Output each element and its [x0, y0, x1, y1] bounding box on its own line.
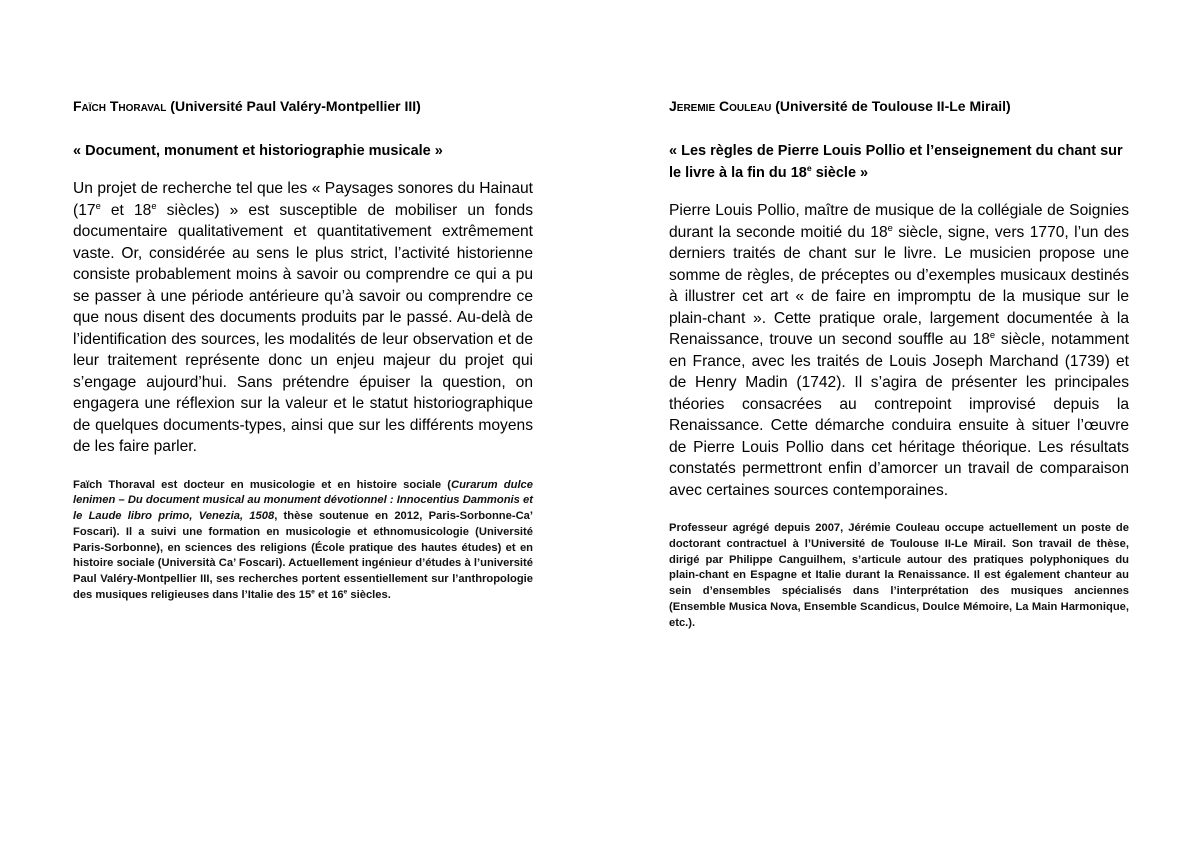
left-author-line [73, 96, 533, 116]
left-abstract-text-2: et [100, 201, 134, 219]
right-abstract-sup-1: e [887, 222, 893, 233]
left-abstract-text-1: Un projet de recherche tel que les « Paysages sonores du Hainaut ( [73, 180, 533, 219]
left-bio-sup-2: e [343, 588, 348, 596]
left-bio-body: , thèse soutenue en 2012, Paris-Sorbonne-Ca’ Foscari). Il a suivi une formation en musicologie et ethnomusicologie (Université Paris-Sorbonne), en sciences des religions (École pratique des hautes études) et en histoire sociale (Università Ca’ Foscari). Actuellement ingénieur d’études à l’université Paul Valéry-Montpellier III, ses recherches portent essentiellement sur l’anthropologie des musiques religieuses dans l’Italie des [73, 510, 534, 602]
right-column [669, 96, 1129, 632]
left-talk-title: « Document, monument et historiographie musicale » [73, 143, 443, 159]
left-bio-sup-1: e [311, 588, 315, 596]
left-bio-thesis-title: Curarum dulce lenimen – Du document musical au monument dévotionnel : Innocentius Dammonis et le Laude libro primo, Venezia, 1508 [73, 478, 533, 523]
right-abstract-sup-2: e [989, 329, 996, 340]
left-abstract-century-2: 18 [134, 201, 152, 219]
right-abstract-text-2: siècle, signe, vers 1770, l’un des derniers traités de chant sur le livre. Le musicien propose une somme de règles, de préceptes ou d’exemples musicaux destinés à illustrer cet art « de faire en impromptu de la musique sur le plain-chant ». Cette pratique orale, largement documentée à la Renaissance, trouve un second souffle au [669, 223, 1129, 348]
left-bio-century-2: 16 [331, 589, 344, 602]
right-author-name: Jeremie Couleau [669, 98, 772, 114]
right-abstract-century-2: 18 [972, 331, 990, 348]
right-abstract [669, 200, 1129, 501]
right-title-text-2: siècle » [811, 165, 869, 181]
right-title-text-1: « Les règles de Pierre Louis Pollio et l’enseignement du chant sur le livre à la fin du [669, 143, 1123, 181]
left-author-name: Faïch Thoraval [73, 98, 167, 114]
right-talk-title [669, 140, 1129, 184]
right-abstract-text-3: siècle, notamment en France, avec les traités de Louis Joseph Marchand (1739) et de Henry Madin (1742). Il s’agira de présenter les principales théories consacrées au contrepoint improvisé depuis la Renaissance. Cette démarche conduira ensuite à situer l’œuvre de Pierre Louis Pollio dans cet héritage théorique. Les résultats constatés permettront enfin d’amorcer un travail de comparaison avec certaines sources contemporaines. [669, 331, 1129, 499]
left-abstract-century-1: 17 [78, 201, 96, 219]
right-affiliation: (Université de Toulouse II-Le Mirail) [775, 98, 1011, 114]
left-bio-mid: et [314, 589, 332, 602]
left-abstract-sup-1: e [95, 200, 101, 211]
right-title-sup: e [806, 163, 812, 174]
left-abstract-sup-2: e [151, 200, 157, 211]
right-abstract-century-1: 18 [870, 223, 888, 241]
right-author-line [669, 96, 1129, 116]
left-column [73, 96, 533, 604]
left-bio-century-1: 15 [298, 589, 312, 602]
right-bio: Professeur agrégé depuis 2007, Jérémie Couleau occupe actuellement un poste de doctorant contractuel à l’Université de Toulouse II-Le Mirail. Son travail de thèse, dirigé par Philippe Canguilhem, s’articule autour des pratiques polyphoniques du plain-chant en Espagne et Italie durant la Renaissance. Il est également chanteur au sein d’ensembles spécialisés dans l’interprétation des musiques anciennes (Ensemble Musica Nova, Ensemble Scandicus, Doulce Mémoire, La Main Harmonique, etc.). [669, 522, 1129, 629]
left-affiliation: (Université Paul Valéry-Montpellier III) [170, 98, 421, 114]
left-bio-end: siècles. [347, 589, 391, 602]
left-abstract-text-3: siècles) » est susceptible de mobiliser un fonds documentaire qualitativement et quantitativement extrêmement vaste. Or, considérée au sens le plus strict, l’activité historienne consiste probablement moins à savoir ou comprendre ce qui a pu se passer à une période antérieure qu’à savoir ou comprendre ce que nous disent des documents produits par le passé. Au-delà de l’identification des sources, les modalités de leur observation et de leur traitement représente donc un enjeu majeur du projet qui s’engage aujourd’hui. Sans prétendre épuiser la question, on engagera une réflexion sur la valeur et le statut historiographique de quelques documents-types, ainsi que sur les différents moyens de les faire parler. [73, 201, 533, 455]
right-title-century: 18 [790, 165, 807, 181]
right-abstract-text-1: Pierre Louis Pollio, maître de musique de la collégiale de Soignies durant la seconde moitié du [669, 202, 1129, 241]
left-bio [73, 478, 533, 604]
left-bio-intro: Faïch Thoraval est docteur en musicologie et en histoire sociale ( [73, 478, 451, 491]
left-abstract [73, 178, 533, 458]
